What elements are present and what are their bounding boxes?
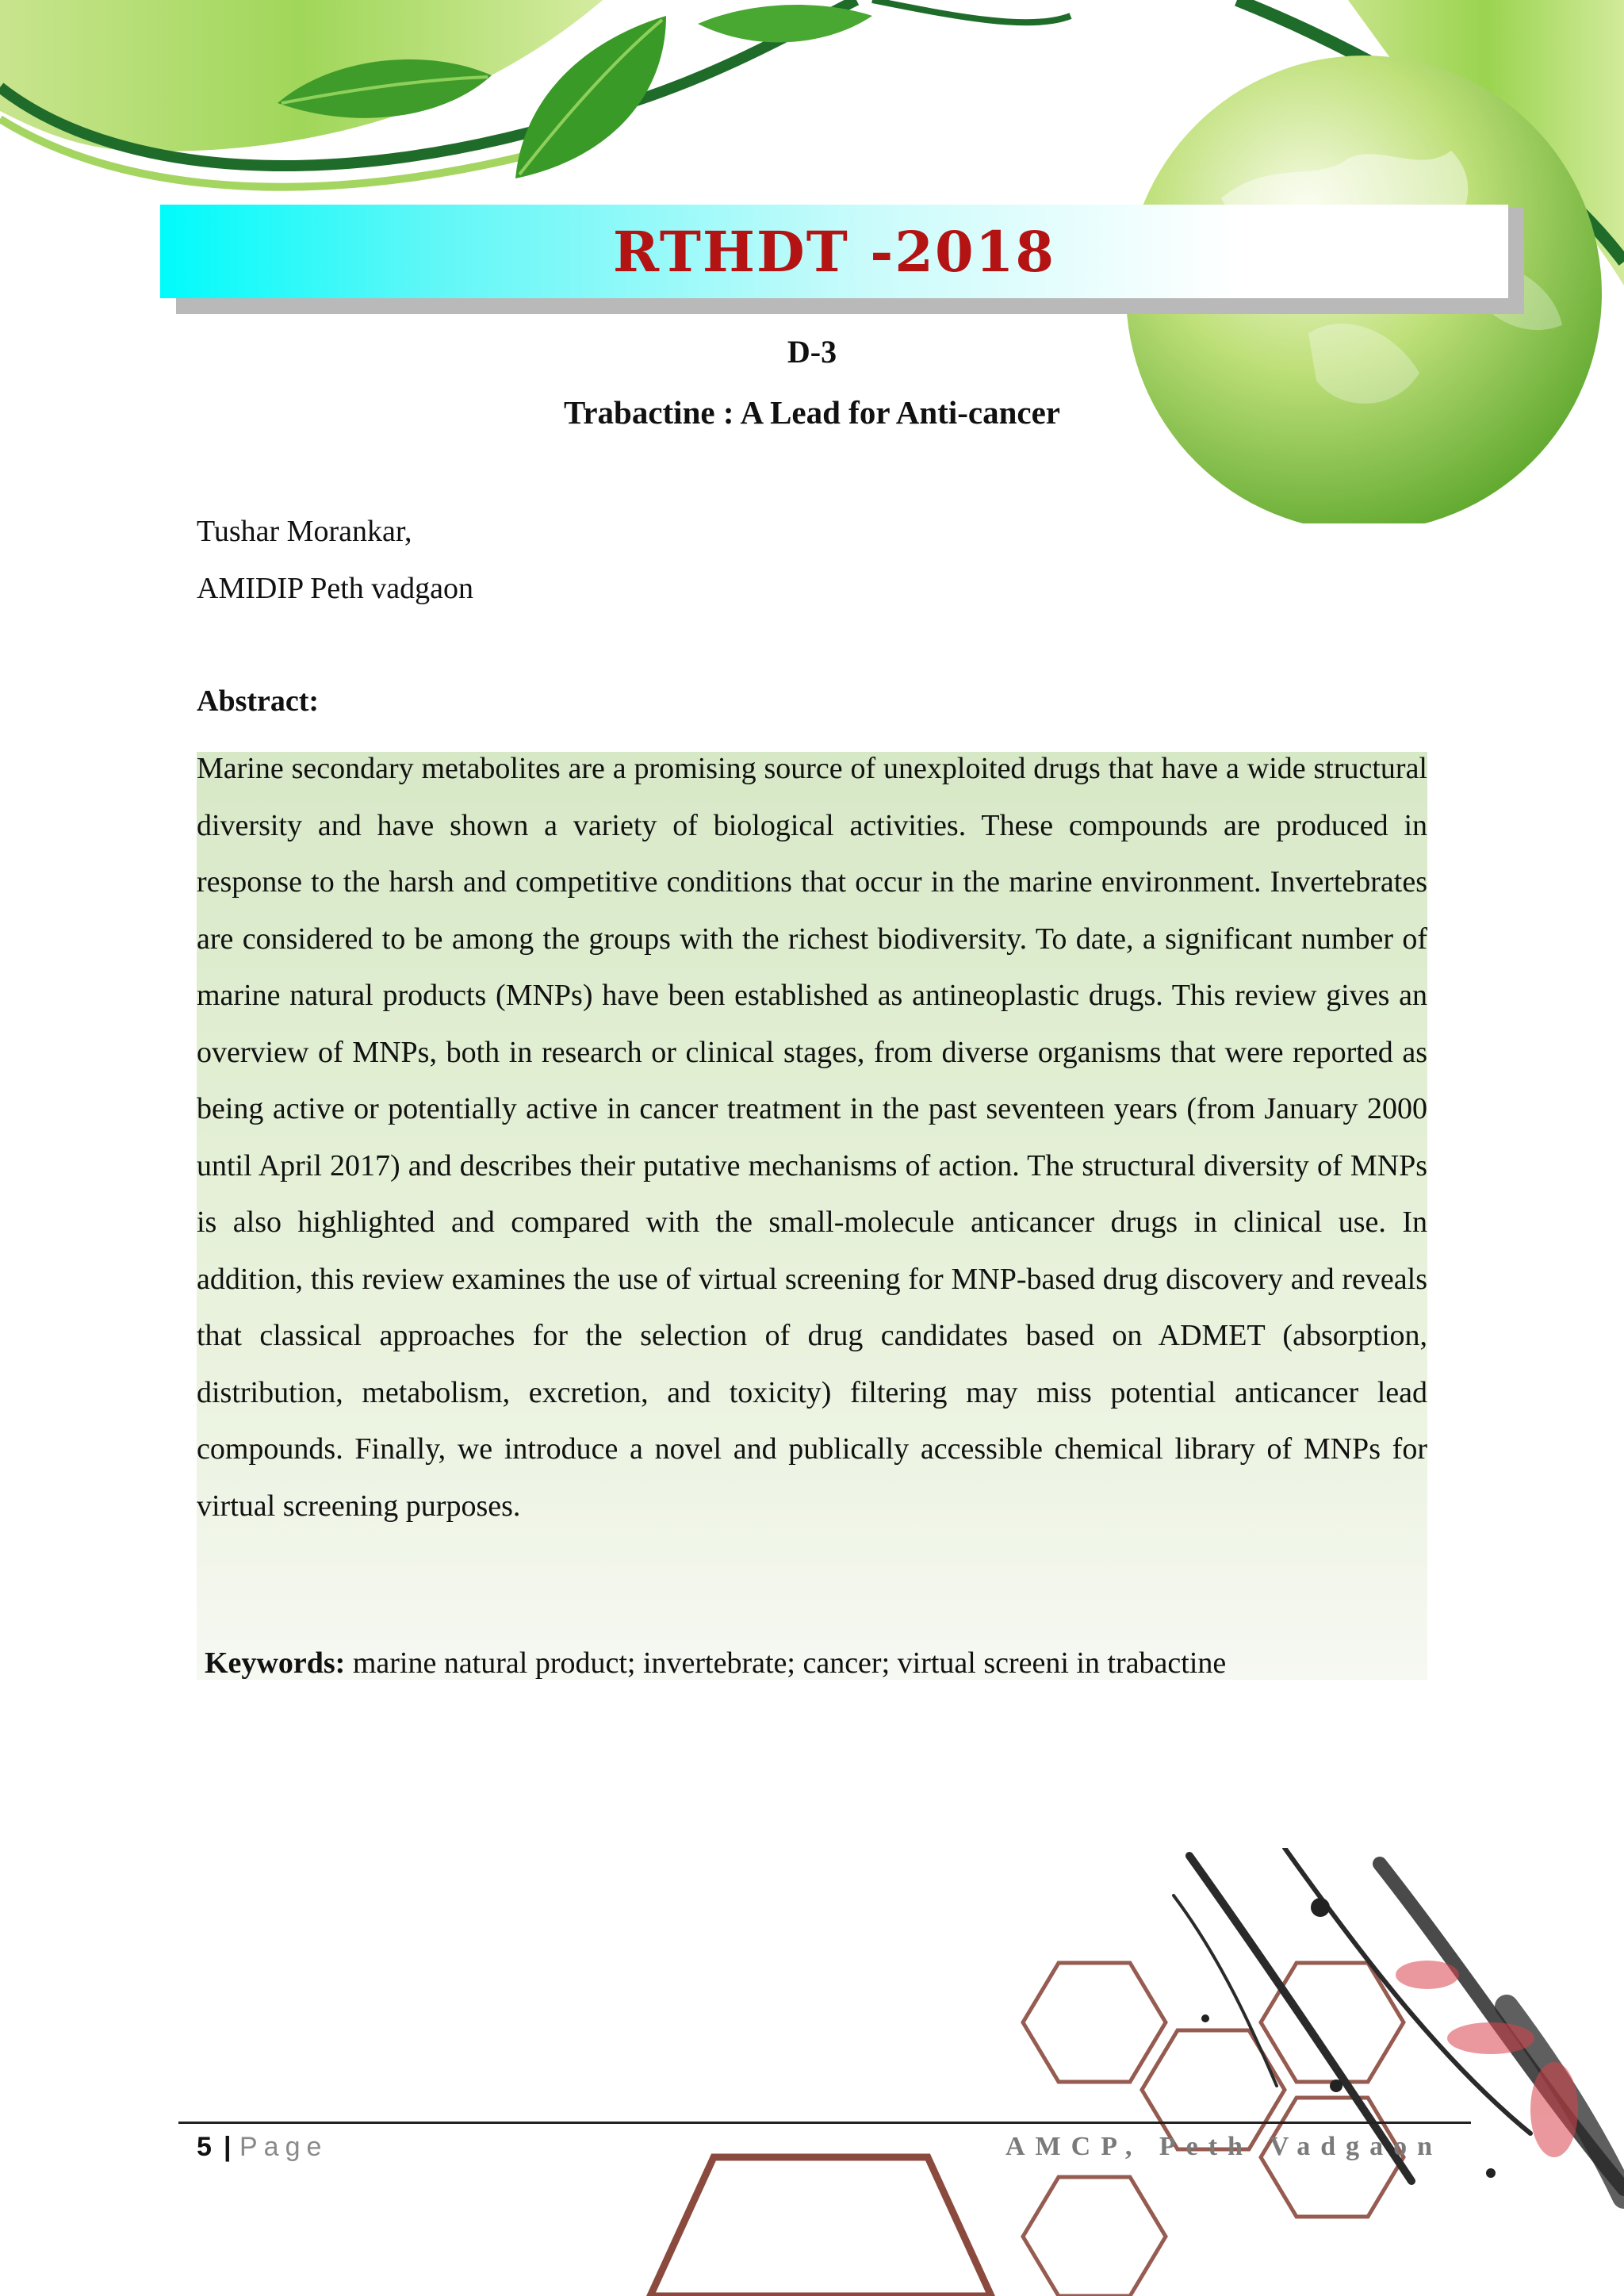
paper-code: D-3 (787, 334, 837, 370)
footer-rule (178, 2122, 1471, 2124)
page-separator: | (224, 2132, 232, 2162)
footer-institution: AMCP, Peth Vadgaon (1005, 2132, 1443, 2161)
keywords-label: Keywords: (205, 1646, 346, 1680)
abstract-heading: Abstract: (197, 684, 320, 718)
footer-decoration (0, 1848, 1624, 2296)
paper-title: Trabactine : A Lead for Anti-cancer (564, 394, 1060, 431)
author-affiliation: AMIDIP Peth vadgaon (197, 572, 473, 605)
abstract-body: Marine secondary metabolites are a promising source of unexploited drugs that have a wide structural diversity and have shown a variety of biological activities. These compounds are produced in response to the harsh and competitive conditions that occur in the marine environment. Invertebrates are considered to be among the groups with the richest biodiversity. To date, a significant number of marine natural products (MNPs) have been established as antineoplastic drugs. This review gives an overview of MNPs, both in research or clinical stages, from diverse organisms that were reported as being active or potentially active in cancer treatment in the past seventeen years (from January 2000 until April 2017) and describes their putative mechanisms of action. The structural diversity of MNPs is also highlighted and compared with the small-molecule anticancer drugs in clinical use. In addition, this review examines the use of virtual screening for MNP-based drug discovery and reveals that classical approaches for the selection of drug candidates based on ADMET (absorption, distribution, metabolism, excretion, and toxicity) filtering may miss potential anticancer lead compounds. Finally, we introduce a novel and publically accessible chemical library of MNPs for virtual screening purposes. (197, 752, 1427, 1523)
page-label: Page (239, 2132, 328, 2162)
banner (160, 205, 1508, 298)
keywords-text: marine natural product; invertebrate; cancer; virtual screeni in trabactine (345, 1646, 1227, 1680)
banner-title: RTHDT -2018 (612, 218, 1056, 285)
author-name: Tushar Morankar, (197, 515, 412, 548)
keywords-line (205, 1646, 1226, 1681)
page-number: 5 (197, 2132, 212, 2162)
